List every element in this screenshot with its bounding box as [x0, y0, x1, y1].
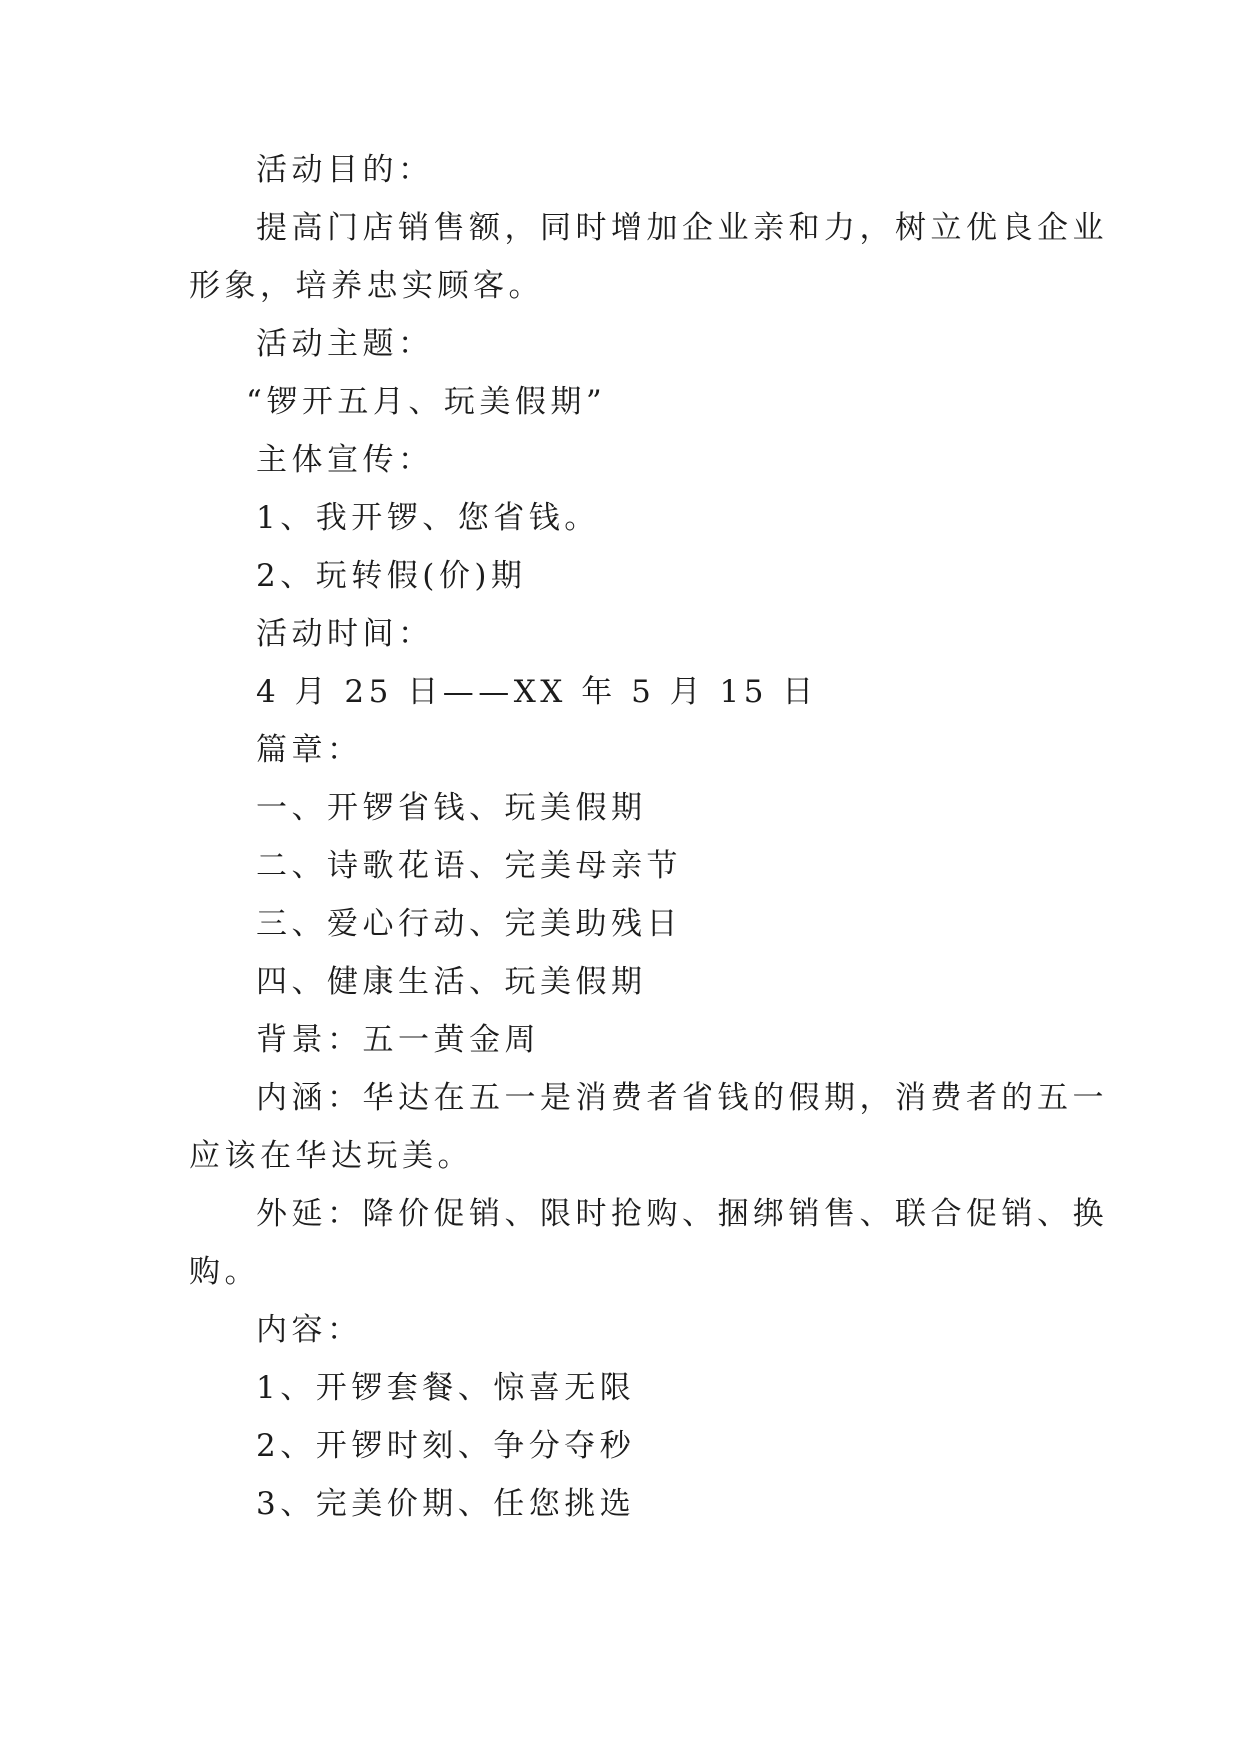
heading-chapters: 篇章：	[256, 732, 363, 768]
heading-content: 内容：	[256, 1312, 363, 1348]
extension-line-1: 外延：降价促销、限时抢购、捆绑销售、联合促销、换	[256, 1196, 1108, 1232]
theme-slogan: “锣开五月、玩美假期”	[246, 384, 607, 420]
chapter-item-3: 三、爱心行动、完美助残日	[256, 906, 682, 942]
chapter-item-4: 四、健康生活、玩美假期	[256, 964, 647, 1000]
paragraph-purpose-line-1: 提高门店销售额，同时增加企业亲和力，树立优良企业	[256, 210, 1108, 246]
promotion-item-2: 2、玩转假(价)期	[256, 558, 527, 594]
connotation-line-1: 内涵：华达在五一是消费者省钱的假期，消费者的五一	[256, 1080, 1108, 1116]
heading-activity-theme: 活动主题：	[256, 326, 434, 362]
chapter-item-1: 一、开锣省钱、玩美假期	[256, 790, 647, 826]
background-line: 背景：五一黄金周	[256, 1022, 540, 1058]
heading-main-promotion: 主体宣传：	[256, 442, 434, 478]
content-item-3: 3、完美价期、任您挑选	[256, 1486, 636, 1522]
heading-activity-time: 活动时间：	[256, 616, 434, 652]
promotion-item-1: 1、我开锣、您省钱。	[256, 500, 600, 536]
activity-time-range: 4 月 25 日——XX 年 5 月 15 日	[256, 674, 818, 710]
content-item-1: 1、开锣套餐、惊喜无限	[256, 1370, 636, 1406]
heading-activity-purpose: 活动目的：	[256, 152, 434, 188]
paragraph-purpose-line-2: 形象，培养忠实顾客。	[189, 268, 544, 304]
connotation-line-2: 应该在华达玩美。	[189, 1138, 473, 1174]
chapter-item-2: 二、诗歌花语、完美母亲节	[256, 848, 682, 884]
content-item-2: 2、开锣时刻、争分夺秒	[256, 1428, 636, 1464]
extension-line-2: 购。	[189, 1254, 260, 1290]
